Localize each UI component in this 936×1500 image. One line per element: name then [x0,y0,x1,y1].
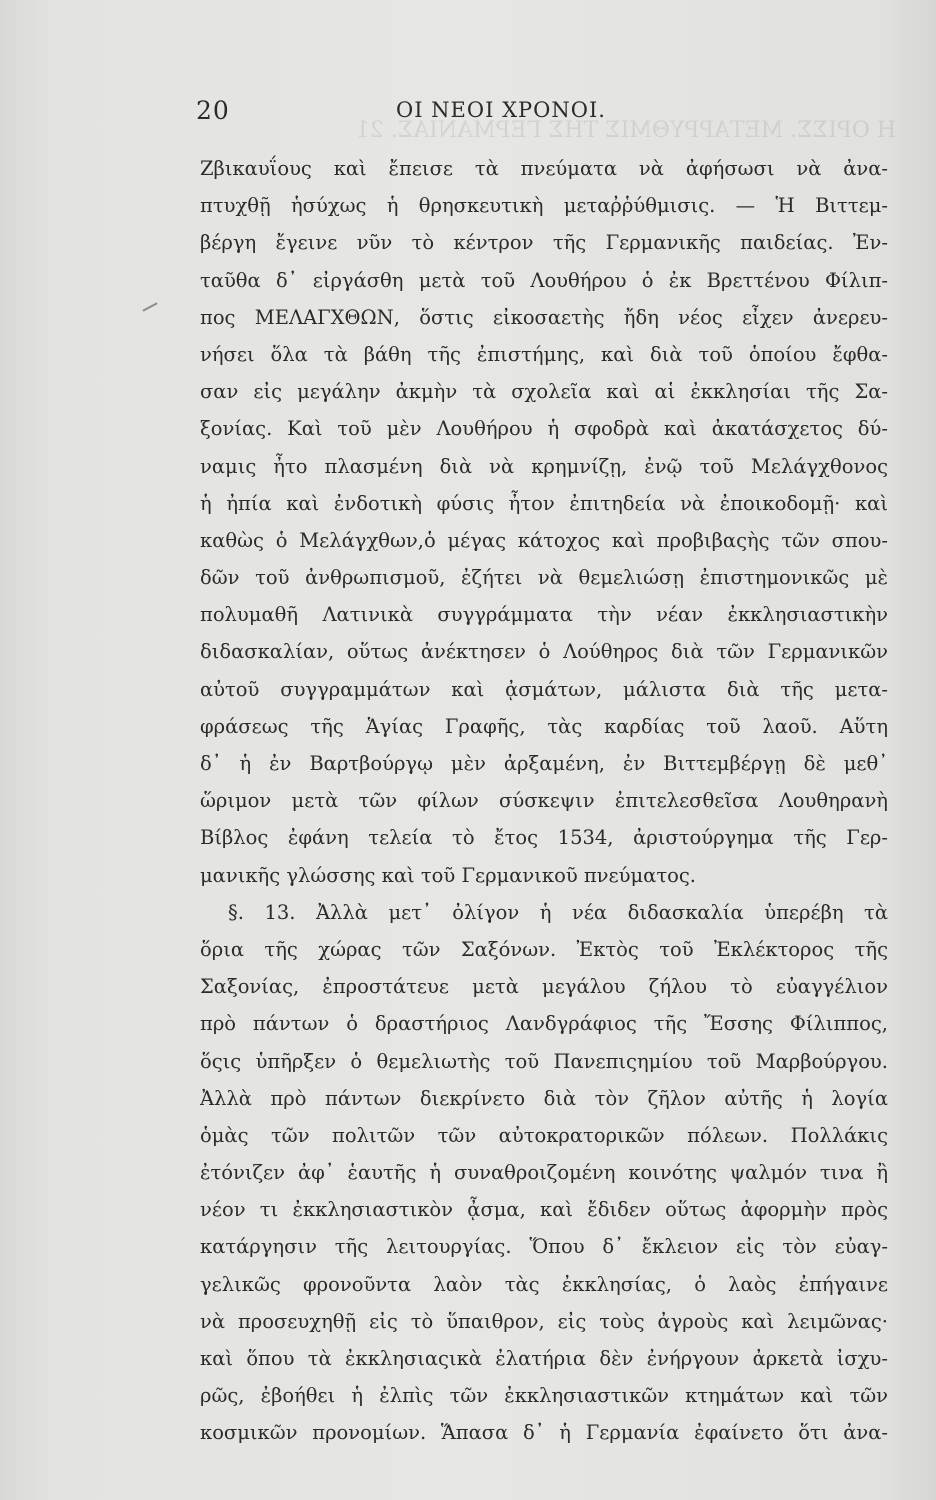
text-line: ναμις ἦτο πλασμένη διὰ νὰ κρημνίζῃ, ἐνῷ τοῦ Μελάγχθονος [200,454,888,478]
page-header [196,96,886,130]
text-line: ἡ ἠπία καὶ ἐνδοτικὴ φύσις ἦτον ἐπιτηδεία νὰ ἐποικοδομῇ· καὶ [200,491,888,515]
body-text [200,150,888,1452]
section-start-line: §. 13. Ἀλλὰ μετ᾽ ὀλίγον ἡ νέα διδασκαλία ὑπερέβη τὰ [228,900,888,924]
text-line: ὁμὰς τῶν πολιτῶν τῶν αὐτοκρατορικῶν πόλεων. Πολλάκις [200,1123,888,1147]
text-line: ρῶς, ἐβοήθει ἡ ἐλπὶς τῶν ἐκκλησιαστικῶν κτημάτων καὶ τῶν [200,1384,888,1408]
text-line: ὅςις ὑπῆρξεν ὁ θεμελιωτὴς τοῦ Πανεπιςημίου τοῦ Μαρβούργου. [200,1049,888,1073]
text-line: νήσει ὅλα τὰ βάθη τῆς ἐπιστήμης, καὶ διὰ τοῦ ὁποίου ἔφθα- [200,342,888,366]
margin-pencil-mark [142,302,157,311]
text-line: πολυμαθῆ Λατινικὰ συγγράμματα τὴν νέαν ἐκκλησιαστικὴν [200,603,888,627]
text-line: γελικῶς φρονοῦντα λαὸν τὰς ἐκκλησίας, ὁ λαὸς ἐπήγαινε [200,1272,888,1296]
text-line: διδασκαλίαν, οὕτως ἀνέκτησεν ὁ Λούθηρος διὰ τῶν Γερμανικῶν [200,640,888,664]
text-line: νέον τι ἐκκλησιαστικὸν ᾆσμα, καὶ ἔδιδεν οὕτως ἀφορμὴν πρὸς [200,1198,888,1222]
text-line: ταῦθα δ᾽ εἰργάσθη μετὰ τοῦ Λουθήρου ὁ ἐκ Βρεττένου Φίλιπ- [200,268,888,292]
text-line: δῶν τοῦ ἀνθρωπισμοῦ, ἐζήτει νὰ θεμελιώσῃ ἐπιστημονικῶς μὲ [200,566,888,590]
running-title: ΟΙ ΝΕΟΙ ΧΡΟΝΟΙ. [396,98,606,122]
show-through-text: Η ΟΡΙΣΣ. ΜΕΤΑΡΡΥΘΜΙΣ ΤΗΣ ΓΕΡΜΑΝΙΑΣ. 21 [355,118,896,143]
text-line: φράσεως τῆς Ἁγίας Γραφῆς, τὰς καρδίας τοῦ λαοῦ. Αὕτη [200,714,888,738]
text-line: Ζβικαυΐους καὶ ἔπεισε τὰ πνεύματα νὰ ἀφήσωσι νὰ ἀνα- [200,157,888,180]
text-line: βέργη ἔγεινε νῦν τὸ κέντρον τῆς Γερμανικῆς παιδείας. Ἐν- [200,231,888,255]
text-line: αὐτοῦ συγγραμμάτων καὶ ᾀσμάτων, μάλιστα διὰ τῆς μετα- [200,677,888,701]
text-line: καθὼς ὁ Μελάγχθων,ὁ μέγας κάτοχος καὶ προβιβαςὴς τῶν σπου- [200,528,888,552]
text-line: ὅρια τῆς χώρας τῶν Σαξόνων. Ἐκτὸς τοῦ Ἐκλέκτορος τῆς [200,937,888,961]
text-line: δ᾽ ἡ ἐν Βαρτβούργῳ μὲν ἀρξαμένη, ἐν Βιττεμβέργῃ δὲ μεθ᾽ [200,752,888,775]
text-line: Σαξονίας, ἐπροστάτευε μετὰ μεγάλου ζήλου τὸ εὐαγγέλιον [200,975,888,999]
text-line: κατάργησιν τῆς λειτουργίας. Ὅπου δ᾽ ἔκλειον εἰς τὸν εὐαγ- [200,1235,888,1259]
text-line: ξονίας. Καὶ τοῦ μὲν Λουθήρου ἡ σφοδρὰ καὶ ἀκατάσχετος δύ- [200,417,888,441]
page-number: 20 [196,96,230,125]
paragraph-end-line: μανικῆς γλώσσης καὶ τοῦ Γερμανικοῦ πνεύματος. [200,863,696,887]
text-line: ἐτόνιζεν ἀφ᾽ ἑαυτῆς ἡ συναθροιζομένη κοινότης ψαλμόν τινα ἢ [200,1161,888,1185]
text-line: πος ΜΕΛΑΓΧΘΩΝ, ὅστις εἰκοσαετὴς ἤδη νέος εἶχεν ἀνερευ- [200,305,888,329]
text-line: νὰ προσευχηθῇ εἰς τὸ ὕπαιθρον, εἰς τοὺς ἀγροὺς καὶ λειμῶνας· [200,1309,888,1333]
text-line: ὥριμον μετὰ τῶν φίλων σύσκεψιν ἐπιτελεσθεῖσα Λουθηρανὴ [200,789,888,813]
text-line: σαν εἰς μεγάλην ἀκμὴν τὰ σχολεῖα καὶ αἱ ἐκκλησίαι τῆς Σα- [200,380,888,404]
text-line: πρὸ πάντων ὁ δραστήριος Λανδγράφιος τῆς Ἔσσης Φίλιππος, [200,1012,888,1036]
text-line: κοσμικῶν προνομίων. Ἅπασα δ᾽ ἡ Γερμανία ἐφαίνετο ὅτι ἀνα- [200,1421,888,1445]
text-line: Βίβλος ἐφάνη τελεία τὸ ἔτος 1534, ἀριστούργημα τῆς Γερ- [200,826,888,850]
text-line: Ἀλλὰ πρὸ πάντων διεκρίνετο διὰ τὸν ζῆλον αὐτῆς ἡ λογία [200,1086,888,1110]
text-line: καὶ ὅπου τὰ ἐκκλησιαςικὰ ἐλατήρια δὲν ἐνήργουν ἀρκετὰ ἰσχυ- [200,1347,888,1370]
text-line: πτυχθῇ ἡσύχως ἡ θρησκευτικὴ μεταῤῥύθμισις. — Ἡ Βιττεμ- [200,194,888,218]
